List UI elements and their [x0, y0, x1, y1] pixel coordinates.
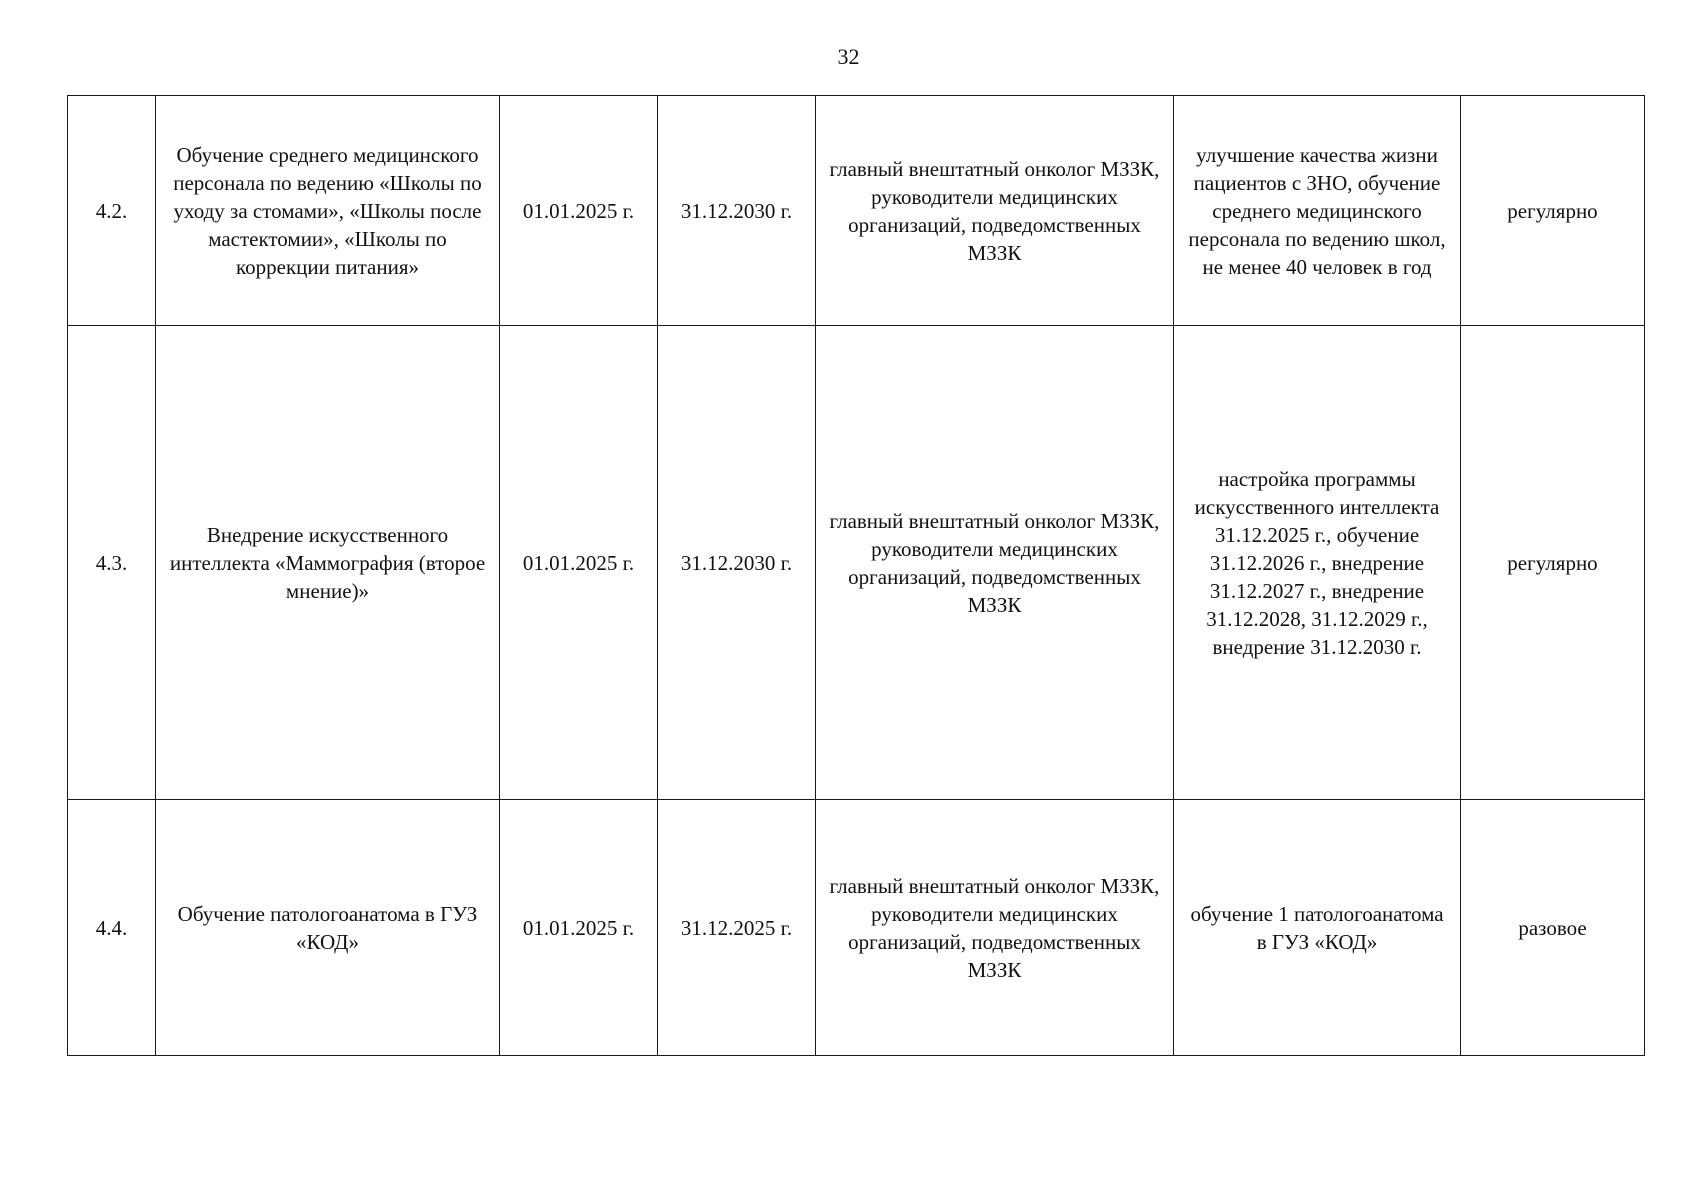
- end-date-cell: 31.12.2030 г.: [658, 326, 816, 800]
- table-row: [68, 96, 1645, 326]
- result-cell: настройка программы искусственного интеллекта 31.12.2025 г., обучение 31.12.2026 г., внедрение 31.12.2027 г., внедрение 31.12.2028, 31.12.2029 г., внедрение 31.12.2030 г.: [1174, 326, 1461, 800]
- responsible-cell: главный внештатный онколог МЗЗК, руководители медицинских организаций, подведомственных МЗЗК: [816, 326, 1174, 800]
- table-row: [68, 800, 1645, 1056]
- result-cell: улучшение качества жизни пациентов с ЗНО, обучение среднего медицинского персонала по ведению школ, не менее 40 человек в год: [1174, 96, 1461, 326]
- row-number: 4.3.: [68, 326, 156, 800]
- end-date-cell: 31.12.2030 г.: [658, 96, 816, 326]
- frequency-cell: регулярно: [1461, 326, 1645, 800]
- activity-cell: Обучение среднего медицинского персонала по ведению «Школы по уходу за стомами», «Школы после мастектомии», «Школы по коррекции питания»: [156, 96, 500, 326]
- responsible-cell: главный внештатный онколог МЗЗК, руководители медицинских организаций, подведомственных МЗЗК: [816, 800, 1174, 1056]
- row-number: 4.4.: [68, 800, 156, 1056]
- frequency-cell: регулярно: [1461, 96, 1645, 326]
- activity-cell: Обучение патологоанатома в ГУЗ «КОД»: [156, 800, 500, 1056]
- end-date-cell: 31.12.2025 г.: [658, 800, 816, 1056]
- plan-table: [67, 95, 1645, 1056]
- responsible-cell: главный внештатный онколог МЗЗК, руководители медицинских организаций, подведомственных МЗЗК: [816, 96, 1174, 326]
- page-number: 32: [837, 44, 860, 69]
- start-date-cell: 01.01.2025 г.: [500, 800, 658, 1056]
- activity-cell: Внедрение искусственного интеллекта «Маммография (второе мнение)»: [156, 326, 500, 800]
- start-date-cell: 01.01.2025 г.: [500, 96, 658, 326]
- row-number: 4.2.: [68, 96, 156, 326]
- frequency-cell: разовое: [1461, 800, 1645, 1056]
- start-date-cell: 01.01.2025 г.: [500, 326, 658, 800]
- table-row: [68, 326, 1645, 800]
- result-cell: обучение 1 патологоанатома в ГУЗ «КОД»: [1174, 800, 1461, 1056]
